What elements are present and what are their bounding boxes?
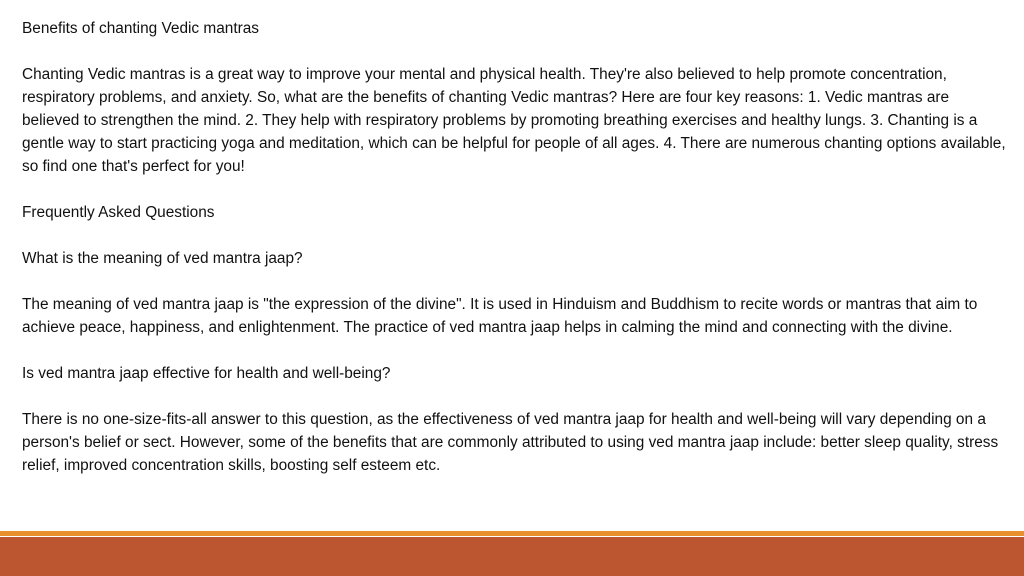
text-content (22, 17, 1006, 477)
faq-question-2: Is ved mantra jaap effective for health and well-being? (22, 365, 391, 382)
section-heading: Benefits of chanting Vedic mantras (22, 20, 259, 37)
faq-answer-2: There is no one-size-fits-all answer to this question, as the effectiveness of ved mantra jaap for health and well-being will vary depending on a person's belief or sect. However, some of the benefits that are commonly attributed to using ved mantra jaap include: better sleep quality, stress relief, improved concentration skills, boosting self esteem etc. (22, 411, 999, 474)
intro-paragraph: Chanting Vedic mantras is a great way to improve your mental and physical health. They're also believed to help promote concentration, respiratory problems, and anxiety. So, what are the benefits of chanting Vedic mantras? Here are four key reasons: 1. Vedic mantras are believed to strengthen the mind. 2. They help with respiratory problems by promoting breathing exercises and healthy lungs. 3. Chanting is a gentle way to start practicing yoga and meditation, which can be helpful for people of all ages. 4. There are numerous chanting options available, so find one that's perfect for you! (22, 66, 1006, 175)
faq-question-1: What is the meaning of ved mantra jaap? (22, 250, 303, 267)
footer-band (0, 537, 1024, 576)
faq-heading: Frequently Asked Questions (22, 204, 215, 221)
faq-answer-1: The meaning of ved mantra jaap is "the expression of the divine". It is used in Hinduism and Buddhism to recite words or mantras that aim to achieve peace, happiness, and enlightenment. The practice of ved mantra jaap helps in calming the mind and connecting with the divine. (22, 296, 978, 336)
accent-divider (0, 531, 1024, 536)
